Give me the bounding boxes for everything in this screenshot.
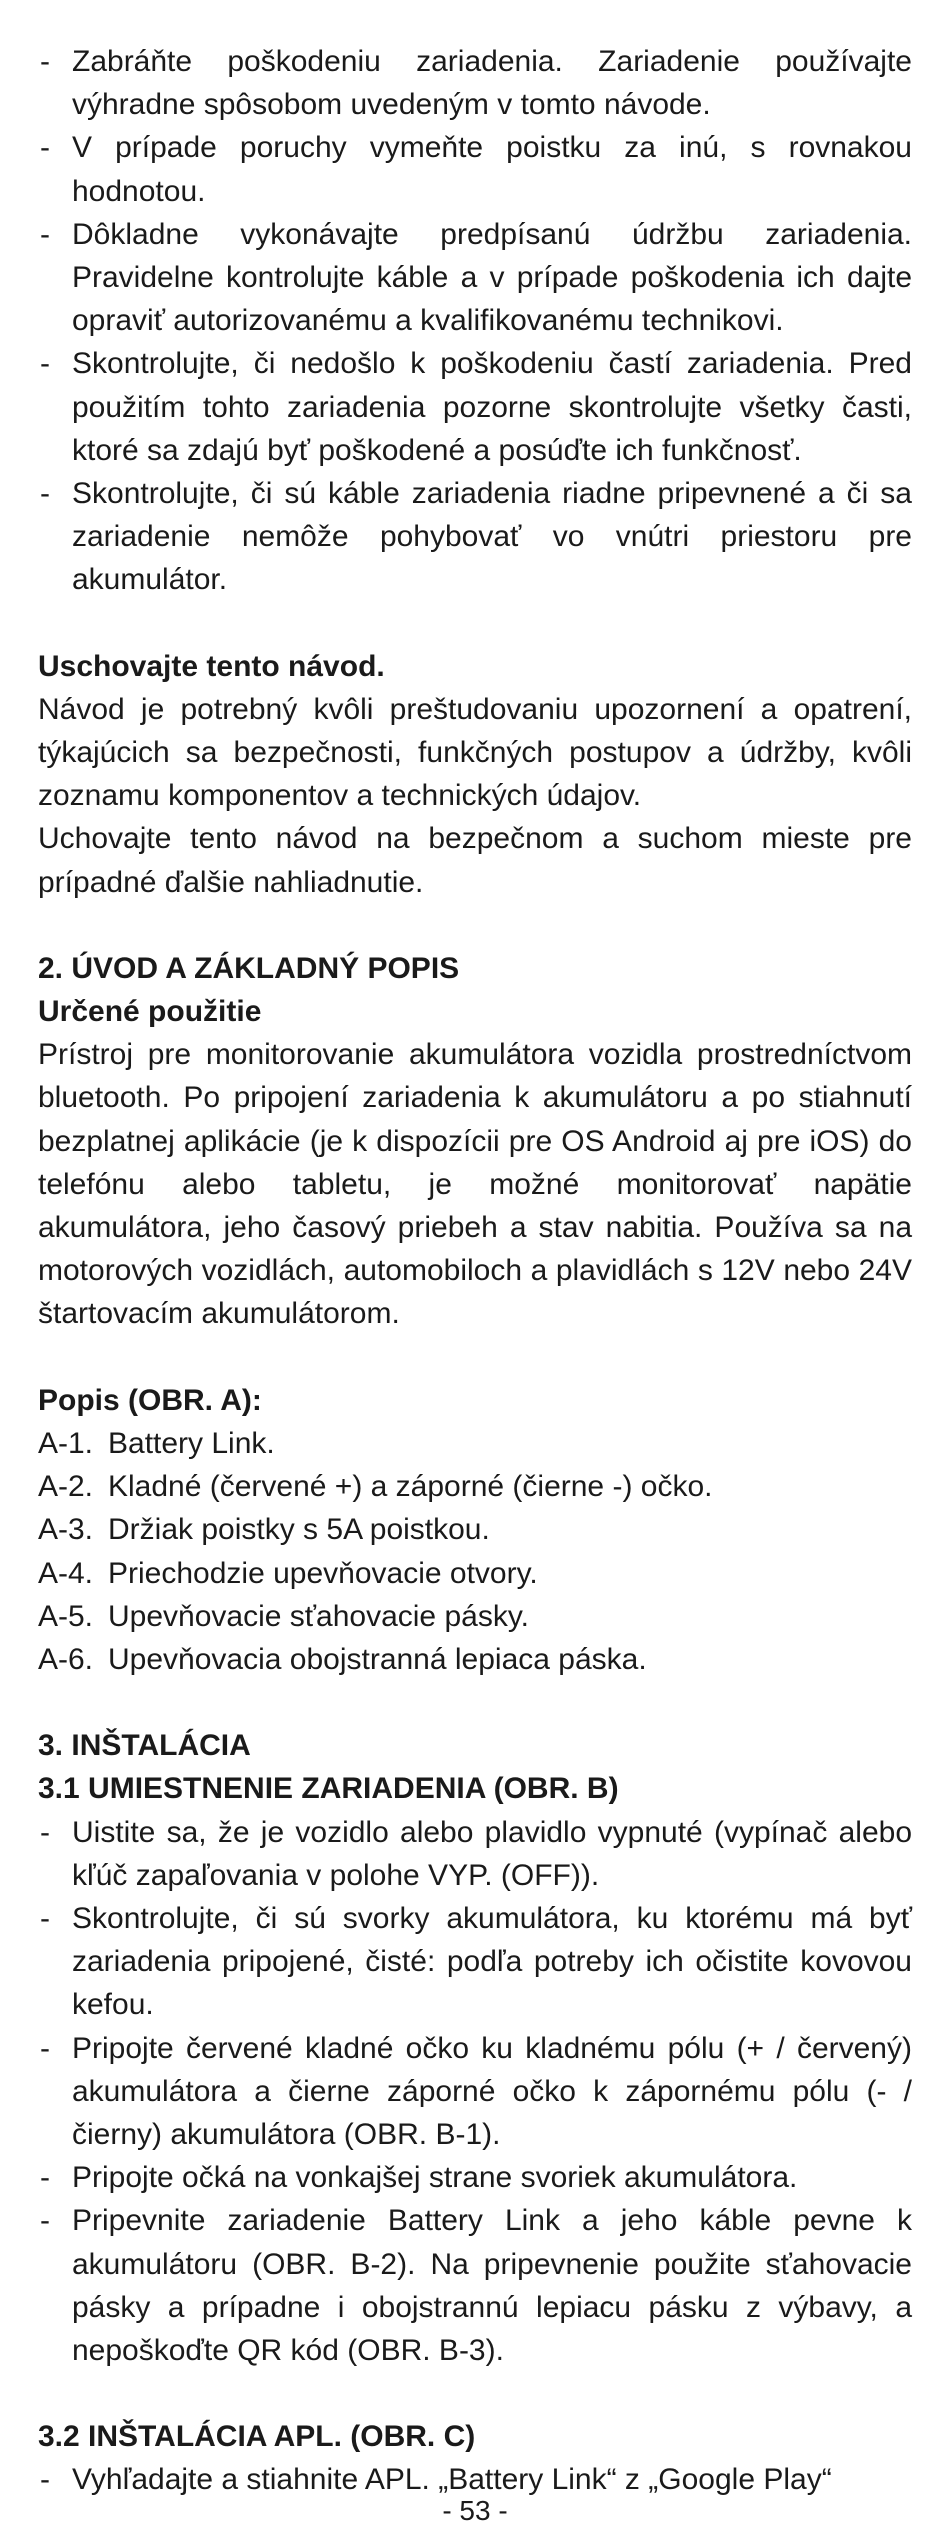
intended-use-paragraph: Prístroj pre monitorovanie akumulátora vozidla prostredníctvom bluetooth. Po pripojení zariadenia k akumulátoru a po stiahnutí bezplatnej aplikácie (je k dispozícii pre OS Android aj pre iOS) do telefónu alebo tabletu, je možné monitorovať napätie akumulátora, jeho časový priebeh a stav nabitia. Používa sa na motorových vozidlách, automobiloch a plavidlách s 12V nebo 24V štartovacím akumulátorom. — [38, 1038, 912, 1331]
keep-manual-paragraph: Návod je potrebný kvôli preštudovaniu upozornení a opatrení, týkajúcich sa bezpečnosti, funkčných postupov a údržby, kvôli zoznamu komponentov a technických údajov. — [38, 692, 912, 813]
part-text: Upevňovacie sťahovacie pásky. — [108, 1599, 529, 1633]
part-text: Battery Link. — [108, 1426, 275, 1460]
list-item: - Pripojte očká na vonkajšej strane svoriek akumulátora. — [38, 2156, 912, 2199]
list-item: - V prípade poruchy vymeňte poistku za inú, s rovnakou hodnotou. — [38, 126, 912, 212]
part-code: A-4. — [38, 1556, 94, 1590]
section-heading: 2. ÚVOD A ZÁKLADNÝ POPIS — [38, 951, 460, 985]
description-heading: Popis (OBR. A): — [38, 1383, 262, 1417]
part-code: A-1. — [38, 1426, 94, 1460]
list-item: - Skontrolujte, či sú káble zariadenia riadne pripevnené a či sa zariadenie nemôže pohybovať vo vnútri priestoru pre akumulátor. — [38, 472, 912, 602]
list-item — [38, 1465, 912, 1508]
list-item — [38, 1422, 912, 1465]
spacer — [38, 2372, 912, 2415]
list-item: - Skontrolujte, či nedošlo k poškodeniu častí zariadenia. Pred použitím tohto zariadenia pozorne skontrolujte všetky časti, ktoré sa zdajú byť poškodené a posúďte ich funkčnosť. — [38, 342, 912, 472]
subsection-heading: 3.1 UMIESTNENIE ZARIADENIA (OBR. B) — [38, 1772, 619, 1806]
list-item: - Skontrolujte, či sú svorky akumulátora, ku ktorému má byť zariadenia pripojené, čisté: podľa potreby ich očistite kovovou kefou. — [38, 1897, 912, 2027]
keep-manual-heading: Uschovajte tento návod. — [38, 649, 385, 683]
part-text: Držiak poistky s 5A poistkou. — [108, 1513, 490, 1547]
list-item — [38, 1595, 912, 1638]
part-text: Upevňovacia obojstranná lepiaca páska. — [108, 1642, 647, 1676]
spacer — [38, 602, 912, 645]
spacer — [38, 1336, 912, 1379]
list-item: - Uistite sa, že je vozidlo alebo plavidlo vypnuté (vypínač alebo kľúč zapaľovania v polohe VYP. (OFF)). — [38, 1811, 912, 1897]
part-text: Priechodzie upevňovacie otvory. — [108, 1556, 538, 1590]
list-item — [38, 1638, 912, 1681]
list-item — [38, 1552, 912, 1595]
keep-manual-paragraph: Uchovajte tento návod na bezpečnom a suchom mieste pre prípadné ďalšie nahliadnutie. — [38, 822, 912, 899]
list-item: - Vyhľadajte a stiahnite APL. „Battery Link“ z „Google Play“ — [38, 2458, 912, 2501]
part-text: Kladné (červené +) a záporné (čierne -) očko. — [108, 1470, 713, 1504]
spacer — [38, 1681, 912, 1724]
part-code: A-5. — [38, 1599, 94, 1633]
list-item — [38, 1508, 912, 1551]
part-code: A-6. — [38, 1642, 94, 1676]
spacer — [38, 904, 912, 947]
part-code: A-3. — [38, 1513, 94, 1547]
installation-steps-list — [38, 1811, 912, 2373]
page-number: - 53 - — [442, 2495, 508, 2526]
parts-list — [38, 1422, 912, 1681]
part-code: A-2. — [38, 1470, 94, 1504]
subsection-heading: 3.2 INŠTALÁCIA APL. (OBR. C) — [38, 2420, 476, 2454]
subsection-heading: Určené použitie — [38, 995, 262, 1029]
warnings-list — [38, 40, 912, 602]
list-item: - Pripojte červené kladné očko ku kladnému pólu (+ / červený) akumulátora a čierne záporné očko k zápornému pólu (- / čierny) akumulátora (OBR. B-1). — [38, 2027, 912, 2157]
list-item: - Zabráňte poškodeniu zariadenia. Zariadenie používajte výhradne spôsobom uvedeným v tomto návode. — [38, 40, 912, 126]
list-item: - Dôkladne vykonávajte predpísanú údržbu zariadenia. Pravidelne kontrolujte káble a v prípade poškodenia ich dajte opraviť autorizovanému a kvalifikovanému technikovi. — [38, 213, 912, 343]
section-heading: 3. INŠTALÁCIA — [38, 1729, 251, 1763]
list-item: - Pripevnite zariadenie Battery Link a jeho káble pevne k akumulátoru (OBR. B-2). Na pripevnenie použite sťahovacie pásky a prípadne i obojstrannú lepiacu pásku z výbavy, a nepoškoďte QR kód (OBR. B-3). — [38, 2199, 912, 2372]
